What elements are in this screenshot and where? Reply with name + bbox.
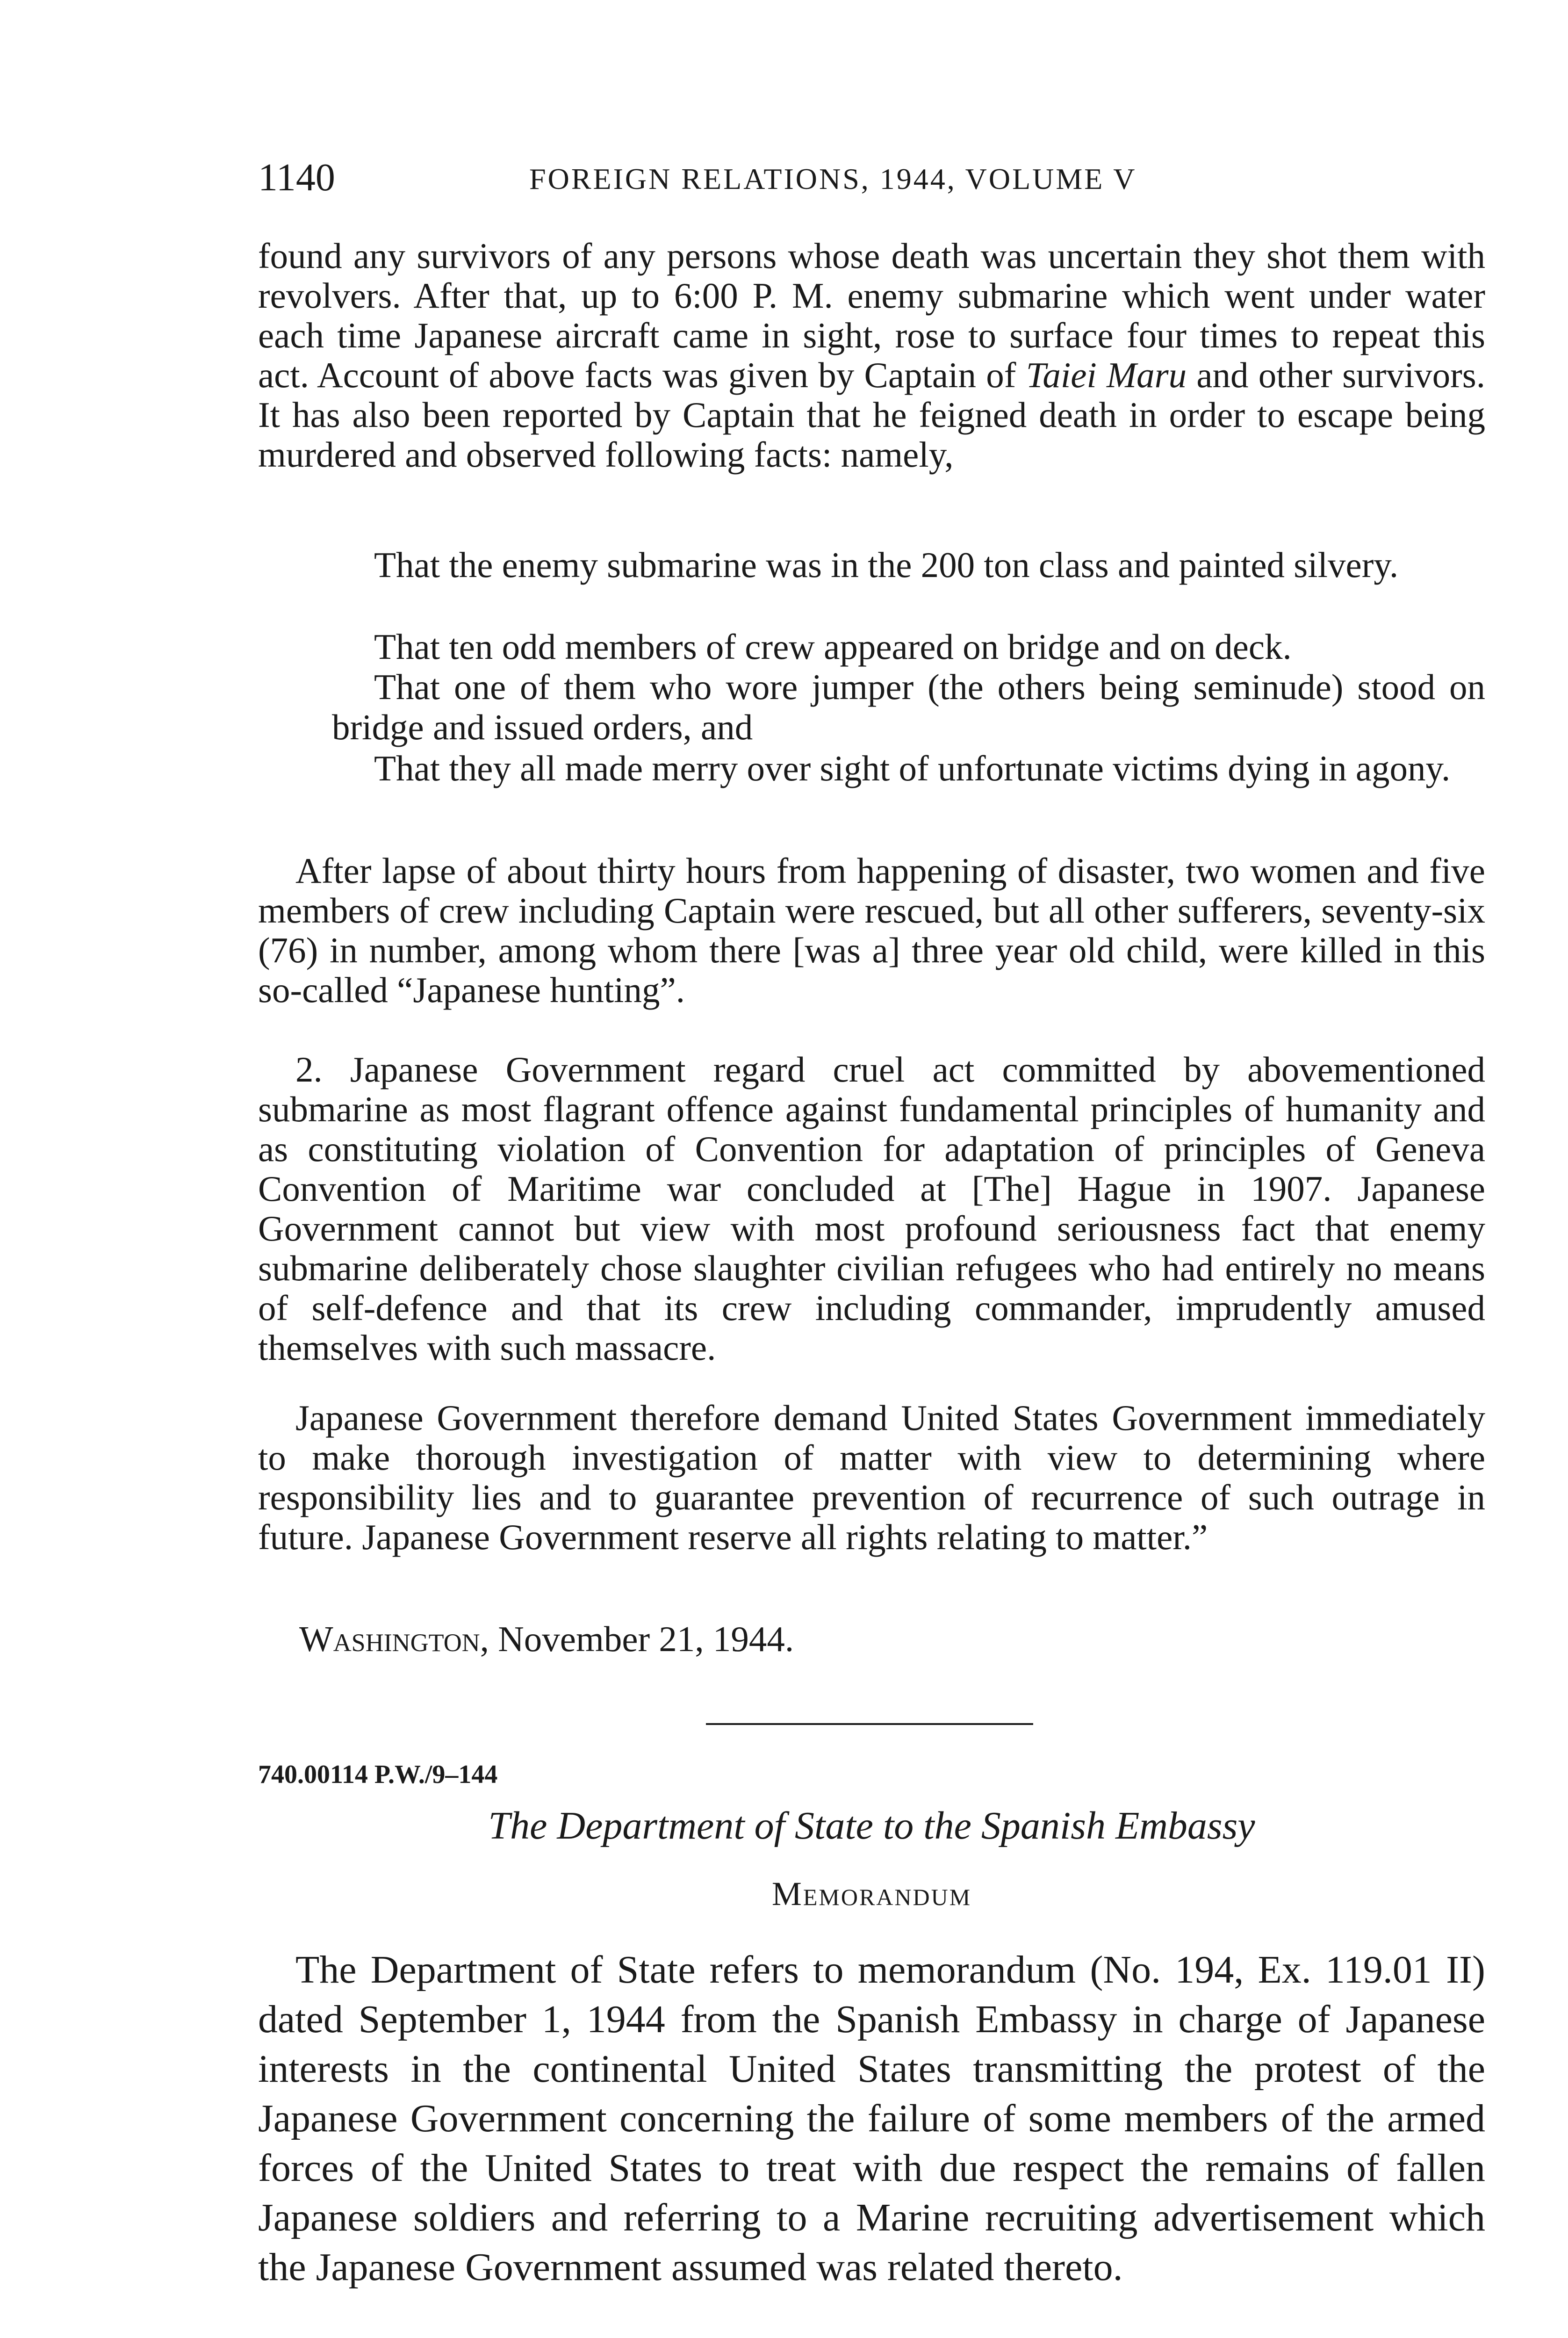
file-number: 740.00114 P.W./9–144 [258, 1760, 498, 1789]
paragraph-point-2: 2. Japanese Government regard cruel act committed by abovementioned submarine as most flagrant offence against fundamental principles of humanity and as constituting violation of Convention for adaptation of principles of Geneva Convention of Maritime war concluded at [The] Hague in 1907. Japanese Government cannot but view with most profound seriousness fact that enemy submarine deliberately chose slaughter civilian refugees who had entirely no means of self-defence and that its crew including commander, imprudently amused themselves with such massacre. [258, 1049, 1485, 1368]
document-subtitle: Memorandum [771, 1875, 972, 1912]
running-head: FOREIGN RELATIONS, 1944, VOLUME V [529, 162, 1137, 195]
quoted-fact: That they all made merry over sight of unfortunate victims dying in agony. [374, 748, 1451, 788]
section-divider [706, 1723, 1033, 1725]
continuation-text-part-1: found any survivors of any persons whose death was uncertain they shot them with revolvers. After that, up to 6:00 P. M. enemy submarine which went under water each time Japanese aircraft came in sight, rose to surface four times to repeat this act. Account of above facts was given by Captain of [258, 236, 1485, 395]
page-header [258, 154, 1310, 201]
quoted-fact: That ten odd members of crew appeared on bridge and on deck. [374, 627, 1292, 667]
continuation-text-part-2: and other survivors. It has also been reported by Captain that he feigned death in order to escape being murdered and observed following facts: namely, [258, 355, 1485, 475]
document-title: The Department of State to the Spanish Embassy [488, 1804, 1255, 1847]
continuation-paragraph [258, 236, 1485, 475]
signature-line: Washington, November 21, 1944. [299, 1619, 794, 1659]
signature-place: Washington [299, 1619, 480, 1659]
quoted-fact: That one of them who wore jumper (the others being seminude) stood on bridge and issued orders, and [332, 667, 1485, 747]
ship-name: Taiei Maru [1026, 355, 1187, 395]
paragraph-after-lapse: After lapse of about thirty hours from happening of disaster, two women and five members of crew including Captain were rescued, but all other sufferers, seventy-six (76) in number, among whom there [was a] three year old child, were killed in this so-called “Japanese hunting”. [258, 851, 1485, 1010]
quoted-fact: That the enemy submarine was in the 200 ton class and painted silvery. [374, 545, 1399, 585]
paragraph-demand: Japanese Government therefore demand United States Government immediately to make thorough investigation of matter with view to determining where responsibility lies and to guarantee prevention of recurrence of such outrage in future. Japanese Government reserve all rights relating to matter.” [258, 1398, 1485, 1557]
signature-date: November 21, 1944. [498, 1619, 794, 1659]
page-number: 1140 [258, 156, 335, 199]
memorandum-body: The Department of State refers to memorandum (No. 194, Ex. 119.01 II) dated September 1, 1944 from the Spanish Embassy in charge of Japanese interests in the continental United States transmitting the protest of the Japanese Government concerning the failure of some members of the armed forces of the United States to treat with due respect the remains of fallen Japanese soldiers and referring to a Marine recruiting advertisement which the Japanese Government assumed was related thereto. [258, 1948, 1485, 2289]
